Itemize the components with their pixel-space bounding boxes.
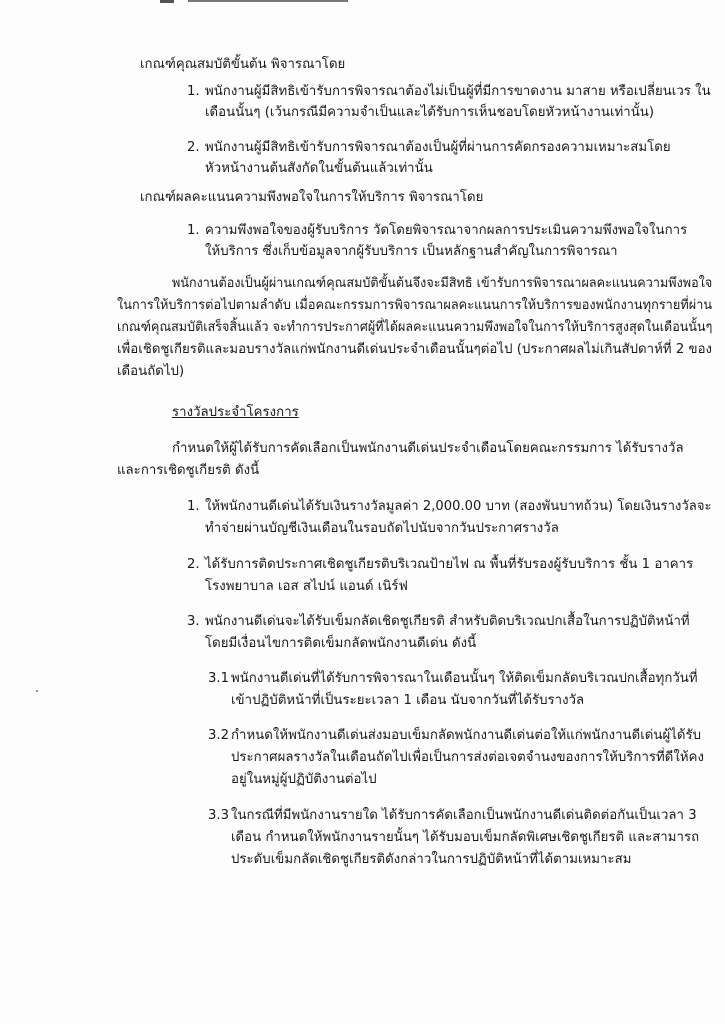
item-number: 3. [187,614,200,629]
subitem-number: 3.1 [208,671,229,686]
item-text: พนักงานดีเด่นจะได้รับเข็มกลัดเชิดชูเกียรติ สำหรับติดบริเวณปกเสื้อในการปฏิบัติหน้าที่ [205,614,690,629]
subitem-text: ในกรณีที่มีพนักงานรายใด ได้รับการคัดเลือกเป็นพนักงานดีเด่นติดต่อกันเป็นเวลา 3 [231,808,697,823]
subitem-text: พนักงานดีเด่นที่ได้รับการพิจารณาในเดือนนั้นๆ ให้ติดเข็มกลัดบริเวณปกเสื้อทุกวันที่ [231,671,698,686]
paragraph-line: เดือนถัดไป) [117,364,185,379]
item-text: ความพึงพอใจของผู้รับบริการ วัดโดยพิจารณาจากผลการประเมินความพึงพอใจในการ [205,223,688,238]
subitem-text: ประดับเข็มกลัดเชิดชูเกียรติดังกล่าวในการปฏิบัติหน้าที่ได้ตามเหมาะสม [231,852,632,867]
subitem-number: 3.2 [208,728,229,743]
item-number: 1. [187,499,200,514]
item-text: โรงพยาบาล เอส สไปน์ แอนด์ เนิร์ฟ [205,579,408,594]
subitem-text: อยู่ในหมู่ผู้ปฏิบัติงานต่อไป [231,772,377,787]
paragraph-line: เกณฑ์คุณสมบัติเสร็จสิ้นแล้ว จะทำการประกาศผู้ที่ได้ผลคะแนนความพึงพอใจในการให้บริการสูงสุดในเดือนนั้นๆ [117,320,713,335]
rewards-intro: กำหนดให้ผู้ได้รับการคัดเลือกเป็นพนักงานดีเด่นประจำเดือนโดยคณะกรรมการ ได้รับรางวัล [172,441,684,456]
item-text: โดยมีเงื่อนไขการติดเข็มกลัดพนักงานดีเด่น ดังนี้ [205,636,477,651]
item-text: เดือนนั้นๆ (เว้นกรณีมีความจำเป็นและได้รับการเห็นชอบโดยหัวหน้างานเท่านั้น) [205,105,655,120]
item-text: ได้รับการติดประกาศเชิดชูเกียรติบริเวณป้ายไฟ ณ พื้นที่รับรองผู้รับบริการ ชั้น 1 อาคาร [205,557,694,572]
section-heading: เกณฑ์คุณสมบัติขั้นต้น พิจารณาโดย [140,57,346,72]
item-text: พนักงานผู้มีสิทธิเข้ารับการพิจารณาต้องเป็นผู้ที่ผ่านการคัดกรองความเหมาะสมโดย [205,140,671,155]
subitem-number: 3.3 [208,808,229,823]
scan-artifact [188,0,348,2]
section-heading: เกณฑ์ผลคะแนนความพึงพอใจในการให้บริการ พิจารณาโดย [140,190,484,205]
scan-artifact [160,0,174,3]
item-number: 1. [187,223,200,238]
item-text: ให้บริการ ซึ่งเก็บข้อมูลจากผู้รับบริการ เป็นหลักฐานสำคัญในการพิจารณา [205,244,618,259]
item-number: 2. [187,140,200,155]
subitem-text: กำหนดให้พนักงานดีเด่นส่งมอบเข็มกลัดพนักงานดีเด่นต่อให้แก่พนักงานดีเด่นผู้ได้รับ [231,728,702,743]
item-text: ให้พนักงานดีเด่นได้รับเงินรางวัลมูลค่า 2,000.00 บาท (สองพันบาทถ้วน) โดยเงินรางวัลจะ [205,499,712,514]
subitem-text: เดือน กำหนดให้พนักงานรายนั้นๆ ได้รับมอบเข็มกลัดพิเศษเชิดชูเกียรติ และสามารถ [231,830,700,845]
item-text: ทำจ่ายผ่านบัญชีเงินเดือนในรอบถัดไปนับจากวันประกาศรางวัล [205,521,559,536]
subitem-text: ประกาศผลรางวัลในเดือนถัดไปเพื่อเป็นการส่งต่อเจตจำนงของการให้บริการที่ดีให้คง [231,750,704,765]
item-text: พนักงานผู้มีสิทธิเข้ารับการพิจารณาต้องไม่เป็นผู้ที่มีการขาดงาน มาสาย หรือเปลี่ยนเวร ใน [205,84,711,99]
paragraph-line: ในการให้บริการต่อไปตามลำดับ เมื่อคณะกรรมการพิจารณาผลคะแนนการให้บริการของพนักงานทุกรายที่ผ่าน [117,298,713,313]
item-number: 2. [187,557,200,572]
rewards-heading: รางวัลประจำโครงการ [172,405,299,420]
paragraph-line: พนักงานต้องเป็นผู้ผ่านเกณฑ์คุณสมบัติขั้นต้นจึงจะมีสิทธิ เข้ารับการพิจารณาผลคะแนนความพึงพอใจ [172,276,713,291]
scan-speck [36,690,38,692]
subitem-text: เข้าปฏิบัติหน้าที่เป็นระยะเวลา 1 เดือน นับจากวันที่ได้รับรางวัล [231,693,585,708]
rewards-intro: และการเชิดชูเกียรติ ดังนี้ [117,463,260,478]
item-number: 1. [187,84,200,99]
paragraph-line: เพื่อเชิดชูเกียรติและมอบรางวัลแก่พนักงานดีเด่นประจำเดือนนั้นๆต่อไป (ประกาศผลไม่เกินสัปดาห์ที่ 2 ของ [117,342,713,357]
item-text: หัวหน้างานต้นสังกัดในขั้นต้นแล้วเท่านั้น [205,161,433,176]
